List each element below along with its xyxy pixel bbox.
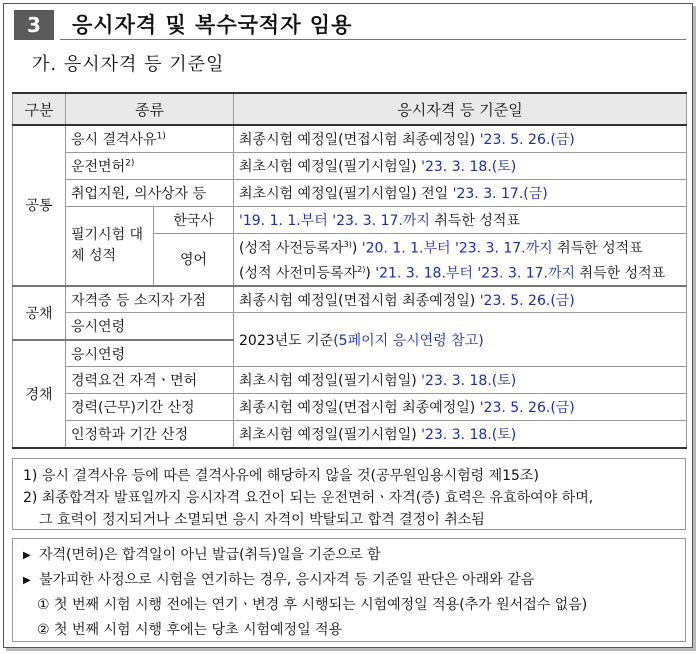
type-cell: 인정학과 기간 산정 bbox=[66, 421, 234, 448]
type-cell: 응시연령 bbox=[66, 340, 234, 367]
type-cell: 운전면허$^{2)}$ bbox=[66, 152, 234, 179]
remark-item: ▶ 불가피한 사정으로 시험을 연기하는 경우, 응시자격 등 기준일 판단은 아래와 같음 bbox=[23, 568, 675, 593]
date-cell: 최초시험 예정일(필기시험일) '23. 3. 18.(토) bbox=[234, 152, 687, 179]
date-cell: 최종시험 예정일(면접시험 최종예정일) '23. 5. 26.(금) bbox=[234, 394, 687, 421]
subsection-title: 가. 응시자격 등 기준일 bbox=[32, 54, 225, 75]
footnote-2-continued: 그 효력이 정지되거나 소멸되면 응시 자격이 박탈되고 합격 결정이 취소됨 bbox=[39, 512, 485, 528]
table-header-row bbox=[13, 93, 687, 125]
header-group: 구분 bbox=[13, 93, 66, 125]
triangle-bullet-icon: ▶ bbox=[23, 550, 31, 561]
subtype-cell: 한국사 bbox=[154, 206, 234, 233]
group-gongchae: 공채 bbox=[13, 286, 66, 340]
table-row bbox=[13, 125, 687, 152]
document-frame bbox=[3, 3, 693, 648]
group-common: 공통 bbox=[13, 125, 66, 286]
type-cell: 응시연령 bbox=[66, 313, 234, 340]
table-row bbox=[13, 421, 687, 448]
type-cell: 취업지원, 의사상자 등 bbox=[66, 179, 234, 206]
subtype-cell: 영어 bbox=[154, 233, 234, 286]
remark-subitem: ① 첫 번째 시험 시행 전에는 연기ㆍ변경 후 시행되는 시험예정일 적용(추가 원서접수 없음) bbox=[37, 597, 588, 613]
date-cell: '19. 1. 1.부터 '23. 3. 17.까지 취득한 성적표 bbox=[234, 206, 687, 233]
footnote-ref: 2) bbox=[125, 157, 135, 168]
date-cell: (성적 사전등록자$^{3)}$) '20. 1. 1.부터 '23. 3. 17.까지 취득한 성적표 (성적 사전미등록자$^{2)}$) '21. 3. 18.부터 '23. 3. 17.까지 취득한 성적표 bbox=[234, 233, 687, 286]
date-cell: 최종시험 예정일(면접시험 최종예정일) '23. 5. 26.(금) bbox=[234, 125, 687, 152]
date-cell: 2023년도 기준(5페이지 응시연령 참고) bbox=[234, 313, 687, 367]
date-cell: 최종시험 예정일(면접시험 최종예정일) '23. 5. 26.(금) bbox=[234, 286, 687, 313]
section-header bbox=[14, 10, 686, 40]
section-number: 3 bbox=[14, 10, 54, 40]
section-title: 응시자격 및 복수국적자 임용 bbox=[72, 13, 353, 37]
type-cell: 필기시험 대체 성적 bbox=[66, 206, 154, 286]
table-row bbox=[13, 206, 687, 233]
type-cell: 자격증 등 소지자 가점 bbox=[66, 286, 234, 313]
type-cell: 응시 결격사유$^{1)}$ bbox=[66, 125, 234, 152]
table-row bbox=[13, 179, 687, 206]
group-gyeongchae: 경채 bbox=[13, 340, 66, 448]
header-type: 종류 bbox=[66, 93, 234, 125]
type-cell: 경력(근무)기간 산정 bbox=[66, 394, 234, 421]
date-cell: 최초시험 예정일(필기시험일) '23. 3. 18.(토) bbox=[234, 367, 687, 394]
footnote-ref: 1) bbox=[156, 131, 166, 142]
table-row bbox=[13, 313, 687, 340]
criteria-table bbox=[12, 92, 687, 449]
table-row bbox=[13, 367, 687, 394]
triangle-bullet-icon: ▶ bbox=[23, 575, 31, 586]
table-row bbox=[13, 152, 687, 179]
type-cell: 경력요건 자격ㆍ면허 bbox=[66, 367, 234, 394]
footnote-2: 2) 최종합격자 발표일까지 응시자격 요건이 되는 운전면허ㆍ자격(증) 효력은 유효하여야 하며, bbox=[23, 490, 594, 506]
remark-subitem: ② 첫 번째 시험 시행 후에는 당초 시험예정일 적용 bbox=[37, 622, 343, 638]
table-row bbox=[13, 394, 687, 421]
date-cell: 최초시험 예정일(필기시험일) 전일 '23. 3. 17.(금) bbox=[234, 179, 687, 206]
remarks-box bbox=[12, 538, 686, 642]
table-row bbox=[13, 286, 687, 313]
footnote-1: 1) 응시 결격사유 등에 따른 결격사유에 해당하지 않을 것(공무원임용시험령 제15조) bbox=[23, 468, 539, 484]
footnotes-box bbox=[12, 458, 686, 530]
date-cell: 최초시험 예정일(필기시험일) '23. 3. 18.(토) bbox=[234, 421, 687, 448]
remark-item: ▶ 자격(면허)은 합격일이 아닌 발급(취득)일을 기준으로 함 bbox=[23, 543, 675, 568]
header-date: 응시자격 등 기준일 bbox=[234, 93, 687, 125]
section-underline bbox=[60, 39, 686, 40]
